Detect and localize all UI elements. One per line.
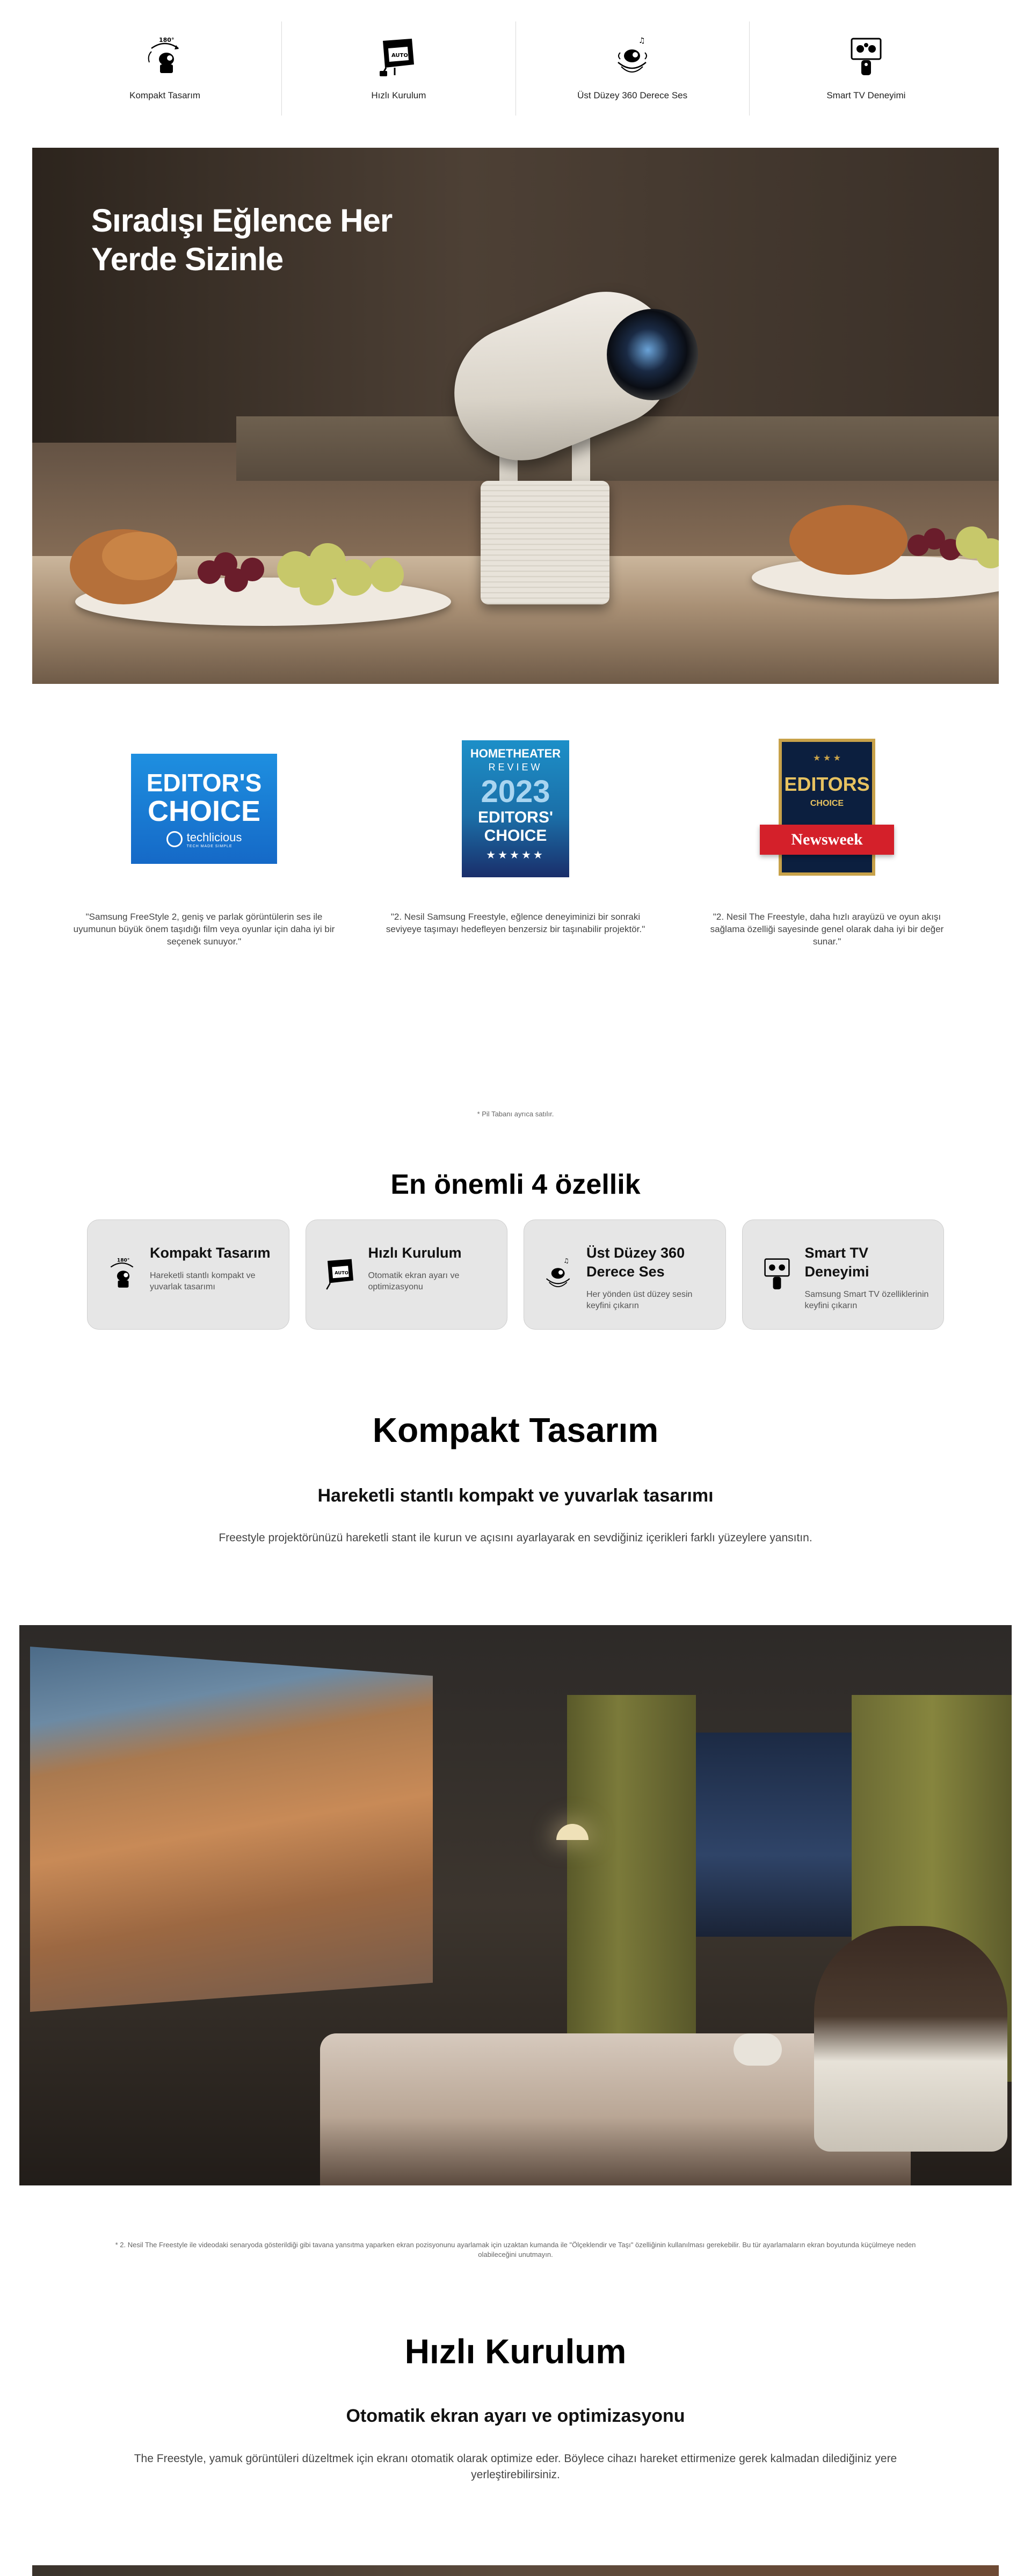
projector-lens (607, 309, 698, 400)
top-item-compact[interactable] (48, 21, 282, 116)
feature-title: Kompakt Tasarım (150, 1245, 271, 1261)
compact-subtitle: Hareketli stantlı kompakt ve yuvarlak tasarımı (317, 1485, 714, 1506)
power-icon (166, 831, 183, 847)
quick-setup-body-line: The Freestyle, yamuk görüntüleri düzeltmek için ekranı otomatik olarak optimize eder. Böylece cihazı hareket ettirmenize gerek kalmadan dilediğiniz yere (134, 2452, 897, 2465)
battery-note: * Pil Tabanı ayrıca satılır. (477, 1110, 554, 1118)
feature-card-smart-tv[interactable] (742, 1220, 945, 1330)
award-logo (131, 736, 277, 881)
badge-text: REVIEW (488, 761, 543, 773)
feature-desc: Otomatik ekran ayarı ve optimizasyonu (368, 1271, 460, 1291)
stars-icon: ★ ★ ★ (813, 754, 841, 763)
awards-section (48, 736, 983, 1005)
feature-card-360-sound[interactable] (524, 1220, 726, 1330)
badge-text: CHOICE (810, 799, 844, 808)
hero-banner (32, 148, 999, 684)
quick-setup-body-line: yerleştirebilirsiniz. (471, 2469, 560, 2481)
window (696, 1733, 857, 1937)
feature-title: Üst Düzey 360 Derece Ses (586, 1245, 685, 1280)
smart-tv-remote-icon (844, 34, 888, 78)
curtain (567, 1695, 696, 2082)
feature-title: Smart TV Deneyimi (804, 1245, 869, 1280)
quick-setup-title: Hızlı Kurulum (404, 2332, 627, 2371)
svg-text:AUTO: AUTO (391, 53, 409, 59)
feature-desc: Hareketli stantlı kompakt ve yuvarlak tasarımı (150, 1271, 256, 1291)
feature-card-quick-setup[interactable] (306, 1220, 508, 1330)
compact-rotate-icon (104, 1255, 140, 1292)
svg-text:180°: 180° (117, 1258, 130, 1264)
fruit-left (64, 513, 430, 610)
svg-text:♫: ♫ (638, 37, 645, 45)
feature-icon-strip (48, 21, 983, 116)
top-item-360-sound[interactable] (516, 21, 750, 116)
techlicious-badge (131, 754, 277, 864)
projector (734, 2033, 782, 2066)
badge-text: techlicious (186, 830, 242, 844)
award-newsweek (671, 736, 983, 1005)
smart-tv-remote-icon (759, 1255, 795, 1292)
svg-text:AUTO: AUTO (334, 1269, 348, 1275)
award-techlicious (48, 736, 360, 1005)
top-label: Hızlı Kurulum (371, 90, 426, 100)
compact-rotate-icon (143, 34, 187, 78)
feature-desc: Her yönden üst düzey sesin keyfini çıkarın (586, 1290, 693, 1310)
sound-360-icon (611, 34, 655, 78)
stars-icon: ★★★★★ (486, 849, 545, 861)
hero-title (91, 201, 392, 279)
badge-text: HOMETHEATER (470, 746, 561, 760)
auto-setup-icon (376, 34, 420, 78)
sound-360-icon (540, 1255, 577, 1292)
hero-title-line: Sıradışı Eğlence Her (91, 203, 393, 239)
award-hometheater (360, 736, 671, 1005)
fruit-right (784, 492, 999, 578)
badge-text: EDITOR'S (146, 768, 262, 797)
quick-setup-subtitle: Otomatik ekran ayarı ve optimizasyonu (346, 2406, 685, 2426)
compact-footnote: * 2. Nesil The Freestyle ile videodaki senaryoda gösterildiği gibi tavana yansıtma yaparken ekran pozisyonunu ayarlamak için uzaktan kumanda ile "Ölçeklendir ve Taşı" özelliğinin kullanılması gerekebilir. Bu tür ayarlamaların ekran boyutunda küçülmeye neden olabileceğini unutmayın. (115, 2241, 916, 2258)
bedroom-projection-image (19, 1625, 1012, 2185)
hero-title-line: Yerde Sizinle (91, 241, 284, 277)
badge-text: 2023 (481, 774, 550, 809)
badge-text: CHOICE (147, 795, 260, 827)
newsweek-badge (760, 739, 894, 878)
compact-body: Freestyle projektörünüzü hareketli stant ile kurun ve açısını ayarlayarak en sevdiğiniz içerikleri farklı yüzeylere yansıtın. (219, 1532, 812, 1544)
award-quote: "2. Nesil Samsung Freestyle, eğlence deneyiminizi bir sonraki seviyeye taşımayı hedefleyen benzersiz bir taşınabilir projektör." (386, 912, 645, 934)
person (814, 1926, 1007, 2152)
top-label: Kompakt Tasarım (129, 90, 201, 100)
award-logo (760, 736, 894, 881)
features-cards (87, 1220, 944, 1330)
top-item-smart-tv[interactable] (750, 21, 983, 116)
quick-setup-body (86, 2451, 945, 2483)
feature-desc: Samsung Smart TV özelliklerinin keyfini çıkarın (804, 1290, 929, 1310)
feature-title: Hızlı Kurulum (368, 1245, 462, 1261)
hometheater-badge (462, 740, 569, 877)
top-item-quick-setup[interactable] (282, 21, 516, 116)
features-title: En önemli 4 özellik (390, 1169, 641, 1200)
next-image-edge (32, 2565, 999, 2576)
award-logo (462, 736, 569, 881)
badge-text: EDITORS' (478, 808, 553, 826)
compact-title: Kompakt Tasarım (372, 1411, 659, 1449)
top-label: Üst Düzey 360 Derece Ses (577, 90, 688, 100)
auto-setup-icon (322, 1255, 359, 1292)
badge-text: TECH MADE SIMPLE (186, 844, 233, 848)
award-quote: "2. Nesil The Freestyle, daha hızlı arayüzü ve oyun akışı sağlama özelliği sayesinde genel olarak daha iyi bir değer sunar." (710, 912, 944, 947)
badge-text: Newsweek (791, 831, 863, 848)
projector-base (481, 481, 609, 604)
venice-projection (30, 1647, 433, 2012)
top-label: Smart TV Deneyimi (826, 90, 906, 100)
badge-text: CHOICE (484, 826, 547, 845)
svg-text:180°: 180° (159, 37, 175, 44)
svg-text:♫: ♫ (563, 1257, 569, 1265)
award-quote: "Samsung FreeStyle 2, geniş ve parlak görüntülerin ses ile uyumunun büyük önem taşıdığı film veya oyunlar için daha iyi bir seçenek sunuyor." (73, 912, 335, 947)
badge-text: EDITORS (784, 773, 870, 795)
feature-card-compact[interactable] (87, 1220, 289, 1330)
